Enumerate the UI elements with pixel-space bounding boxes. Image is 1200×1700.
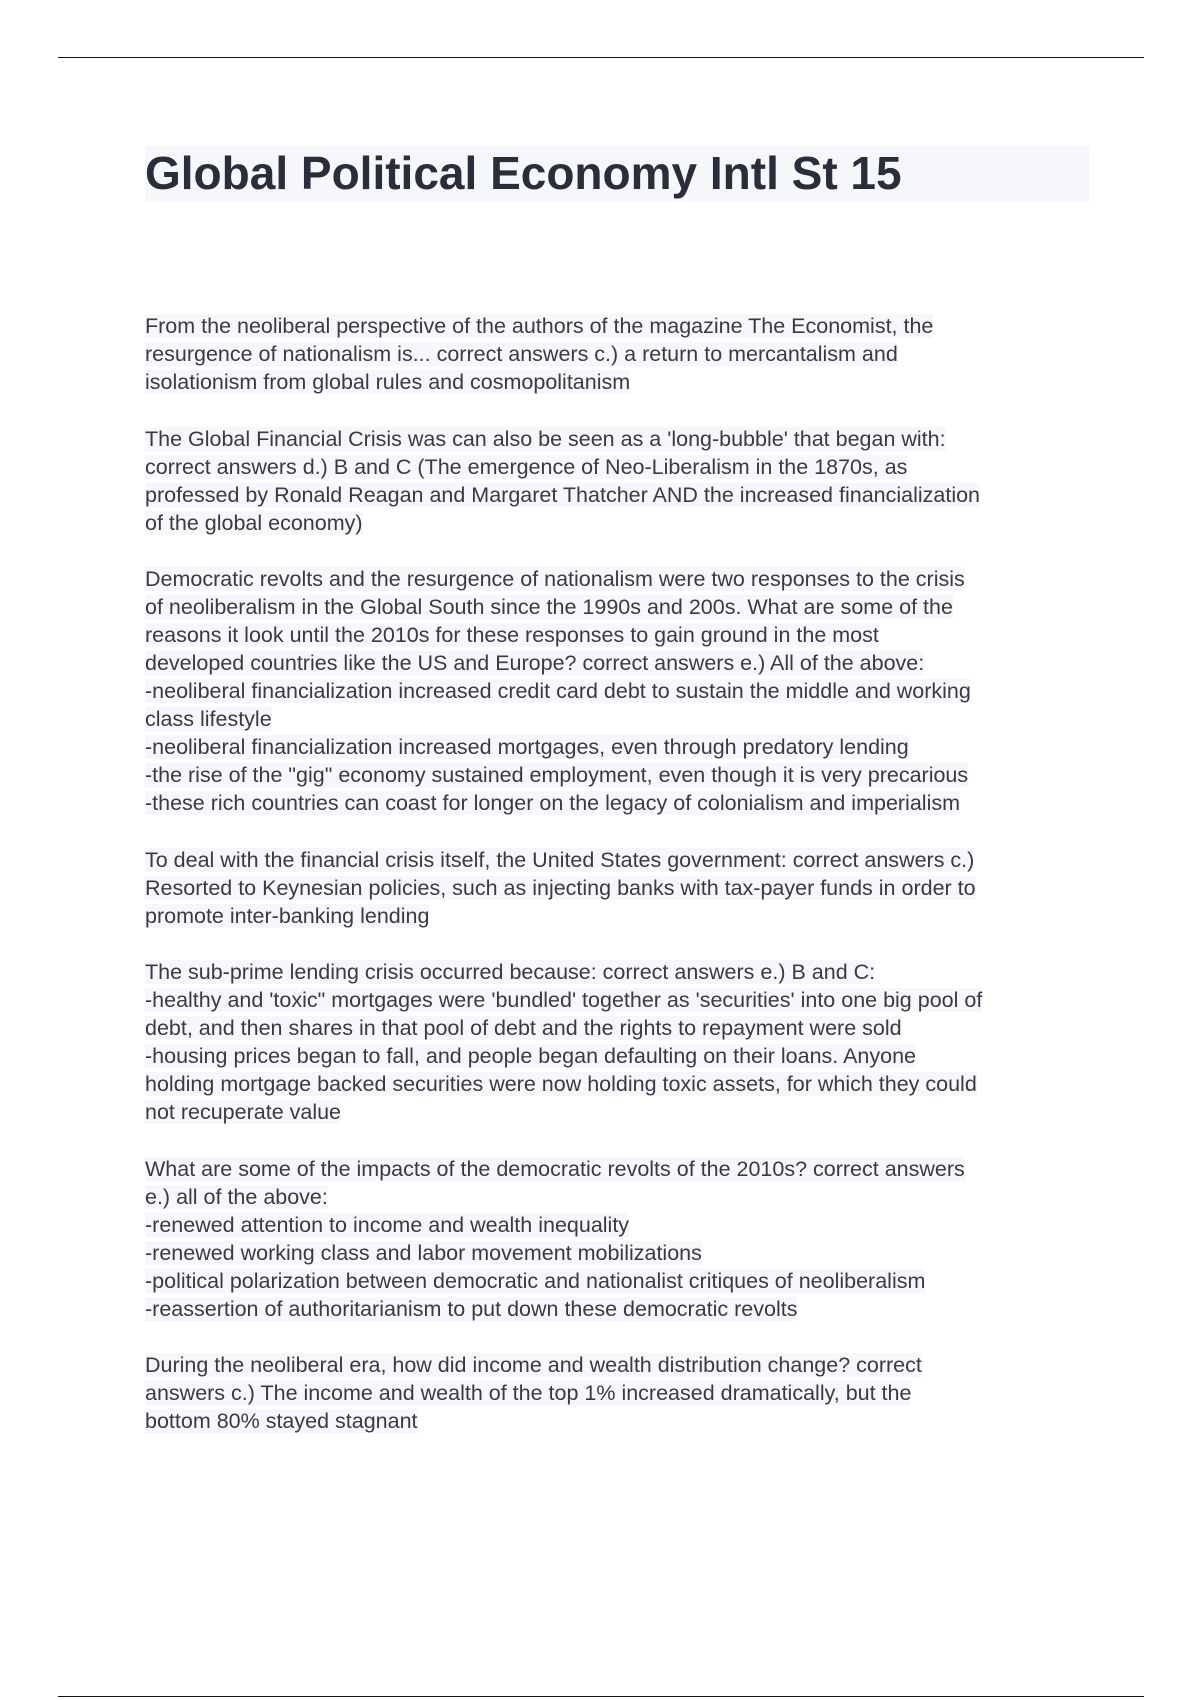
qa-item-5	[145, 958, 1095, 1126]
qa-line: Resorted to Keynesian policies, such as injecting banks with tax-payer funds in order to	[145, 875, 976, 900]
qa-line: -renewed working class and labor movement mobilizations	[145, 1240, 702, 1265]
qa-line: -neoliberal financialization increased credit card debt to sustain the middle and working	[145, 679, 971, 703]
qa-line: holding mortgage backed securities were now holding toxic assets, for which they could	[145, 1072, 977, 1096]
document-body	[145, 312, 1095, 1464]
qa-line: of neoliberalism in the Global South since the 1990s and 200s. What are some of the	[145, 595, 953, 619]
qa-line: bottom 80% stayed stagnant	[145, 1409, 418, 1433]
bottom-rule	[58, 1696, 1144, 1697]
qa-item-1	[145, 312, 1095, 396]
document-title: Global Political Economy Intl St 15	[145, 147, 902, 199]
qa-line: not recuperate value	[145, 1100, 342, 1124]
qa-item-7	[145, 1351, 1095, 1435]
qa-line: -housing prices began to fall, and people began defaulting on their loans. Anyone	[145, 1044, 916, 1068]
qa-line: -these rich countries can coast for longer on the legacy of colonialism and imperialism	[145, 791, 961, 815]
qa-line: -healthy and 'toxic" mortgages were 'bundled' together as 'securities' into one big pool of	[145, 988, 983, 1012]
qa-line: Democratic revolts and the resurgence of nationalism were two responses to the crisis	[145, 567, 965, 591]
qa-line: promote inter-banking lending	[145, 903, 430, 928]
top-rule	[58, 57, 1144, 58]
qa-line: isolationism from global rules and cosmopolitanism	[145, 370, 631, 394]
qa-line: developed countries like the US and Europe? correct answers e.) All of the above:	[145, 651, 925, 675]
qa-line: e.) all of the above:	[145, 1184, 328, 1209]
qa-line: -reassertion of authoritarianism to put down these democratic revolts	[145, 1296, 798, 1321]
qa-line: answers c.) The income and wealth of the top 1% increased dramatically, but the	[145, 1381, 912, 1405]
qa-item-2	[145, 425, 1095, 537]
qa-item-3	[145, 565, 1095, 817]
qa-line: During the neoliberal era, how did income and wealth distribution change? correct	[145, 1353, 922, 1377]
qa-line: To deal with the financial crisis itself, the United States government: correct answers c.)	[145, 847, 975, 872]
qa-line: professed by Ronald Reagan and Margaret Thatcher AND the increased financialization	[145, 482, 981, 507]
qa-line: reasons it look until the 2010s for these responses to gain ground in the most	[145, 623, 879, 647]
qa-line: class lifestyle	[145, 707, 272, 731]
qa-line: of the global economy)	[145, 510, 363, 535]
qa-line: From the neoliberal perspective of the authors of the magazine The Economist, the	[145, 314, 934, 338]
qa-line: -renewed attention to income and wealth inequality	[145, 1212, 630, 1237]
qa-line: -neoliberal financialization increased mortgages, even through predatory lending	[145, 735, 909, 759]
qa-line: What are some of the impacts of the democratic revolts of the 2010s? correct answers	[145, 1156, 965, 1181]
qa-line: resurgence of nationalism is... correct answers c.) a return to mercantalism and	[145, 342, 898, 366]
qa-item-4	[145, 846, 1095, 930]
qa-line: The sub-prime lending crisis occurred because: correct answers e.) B and C:	[145, 960, 876, 984]
qa-line: debt, and then shares in that pool of debt and the rights to repayment were sold	[145, 1016, 902, 1040]
qa-line: correct answers d.) B and C (The emergence of Neo-Liberalism in the 1870s, as	[145, 454, 908, 479]
qa-line: -the rise of the "gig" economy sustained employment, even though it is very precarious	[145, 763, 969, 787]
qa-line: The Global Financial Crisis was can also be seen as a 'long-bubble' that began with:	[145, 426, 946, 451]
qa-item-6	[145, 1155, 1095, 1323]
qa-line: -political polarization between democratic and nationalist critiques of neoliberalism	[145, 1268, 926, 1293]
